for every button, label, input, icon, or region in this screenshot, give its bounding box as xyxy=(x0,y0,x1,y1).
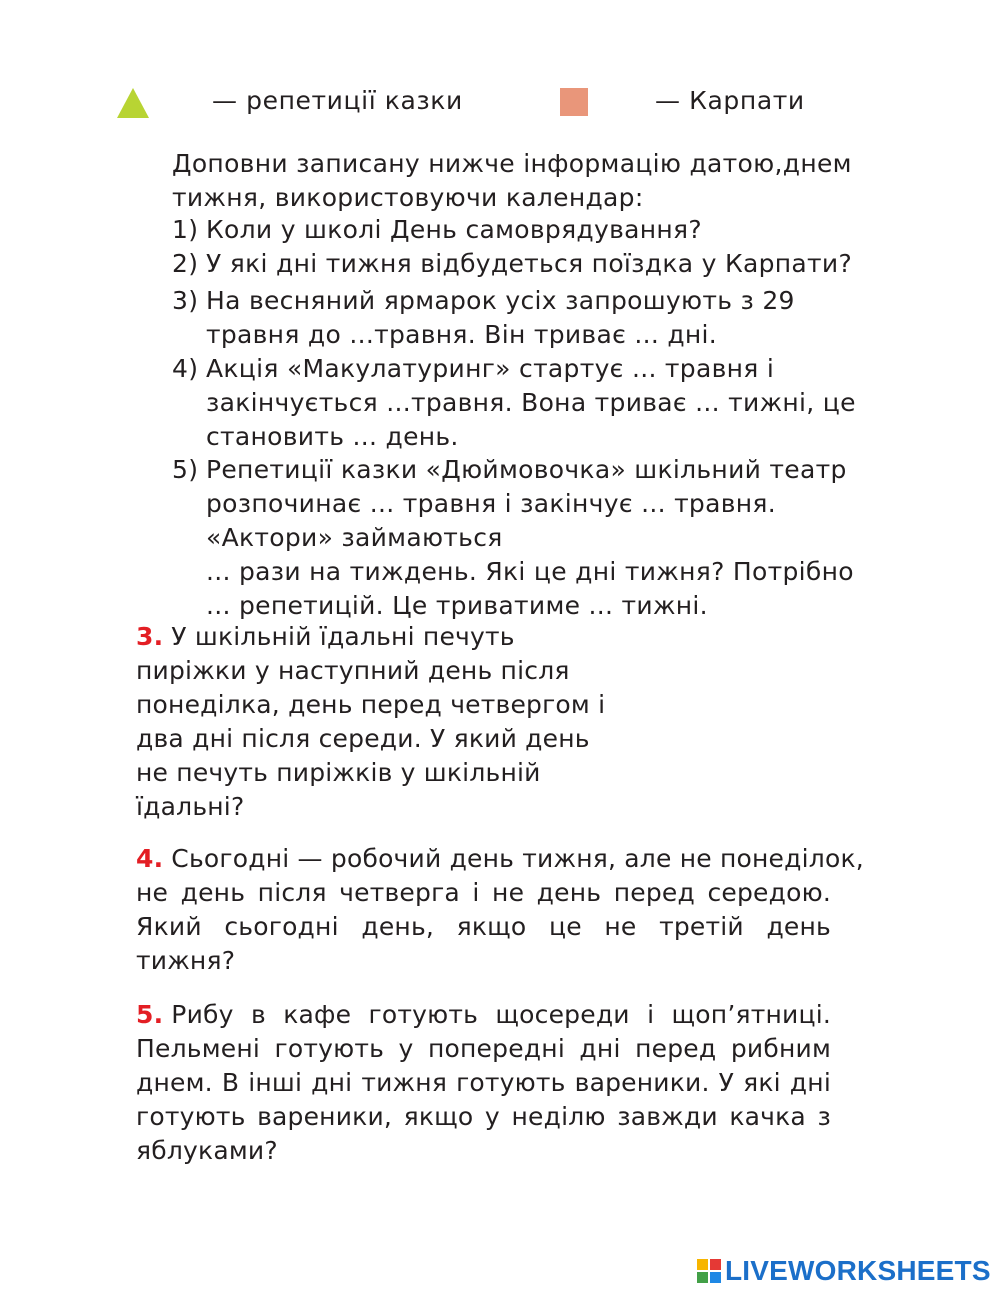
task-number: 3. xyxy=(136,622,164,651)
task-3 xyxy=(136,620,606,824)
logo-square xyxy=(710,1272,721,1283)
task-line: понеділка, день перед четвергом і xyxy=(136,690,606,719)
task-number: 4. xyxy=(136,844,164,873)
logo-square xyxy=(697,1259,708,1270)
question-number: 3) xyxy=(172,286,199,315)
legend xyxy=(0,84,1000,124)
task-line: готують вареники, якщо у неділю завжди качка з xyxy=(136,1102,831,1131)
question-line: «Актори» займаються xyxy=(206,523,503,552)
liveworksheets-logo-icon xyxy=(697,1259,721,1283)
brand-text: LIVEWORKSHEETS xyxy=(725,1255,991,1286)
question-line: На весняний ярмарок усіх запрошують з 29 xyxy=(206,286,795,315)
question-line: ... репетицій. Це триватиме ... тижні. xyxy=(206,591,708,620)
task-line: У шкільній їдальні печуть xyxy=(171,622,515,651)
task-line: Пельмені готують у попередні дні перед рибним xyxy=(136,1034,831,1063)
task-line: пиріжки у наступний день після xyxy=(136,656,570,685)
question-4 xyxy=(172,352,856,454)
task-4 xyxy=(136,842,864,978)
question-number: 1) xyxy=(172,215,199,244)
question-number: 2) xyxy=(172,249,199,278)
question-number: 4) xyxy=(172,354,199,383)
question-line: Репетиції казки «Дюймовочка» шкільний театр xyxy=(206,455,847,484)
question-line: становить ... день. xyxy=(206,422,459,451)
task-number: 5. xyxy=(136,1000,164,1029)
logo-square xyxy=(710,1259,721,1270)
task-line: два дні після середи. У який день xyxy=(136,724,590,753)
task-line: Рибу в кафе готують щосереди і щоп’ятниці. xyxy=(171,1000,831,1029)
liveworksheets-brand xyxy=(697,1256,991,1286)
legend-carpathians-label: — Карпати xyxy=(655,86,805,115)
task-line: не день після четверга і не день перед середою. xyxy=(136,878,831,907)
task-5 xyxy=(136,998,831,1168)
question-line: Акція «Макулатуринг» стартує ... травня і xyxy=(206,354,775,383)
task-line: днем. В інші дні тижня готують вареники. У які дні xyxy=(136,1068,831,1097)
intro-line: Доповни записану нижче інформацію датою,днем xyxy=(172,149,852,178)
task-line: Сьогодні — робочий день тижня, але не понеділок, xyxy=(171,844,864,873)
question-line: закінчується ...травня. Вона триває ... тижні, це xyxy=(206,388,856,417)
square-icon xyxy=(560,88,588,116)
task-line: тижня? xyxy=(136,946,236,975)
question-2 xyxy=(172,247,852,281)
question-line: травня до ...травня. Він триває ... дні. xyxy=(206,320,718,349)
task-line: не печуть пиріжків у шкільній xyxy=(136,758,541,787)
task-line: Який сьогодні день, якщо це не третій день xyxy=(136,912,831,941)
triangle-icon xyxy=(117,88,149,118)
question-3 xyxy=(172,284,795,352)
question-1 xyxy=(172,213,702,247)
intro-line: тижня, використовуючи календар: xyxy=(172,183,644,212)
question-line: Коли у школі День самоврядування? xyxy=(206,215,702,244)
question-number: 5) xyxy=(172,455,199,484)
intro-text xyxy=(172,147,852,215)
task-line: їдальні? xyxy=(136,792,245,821)
logo-square xyxy=(697,1272,708,1283)
question-line: У які дні тижня відбудеться поїздка у Карпати? xyxy=(206,249,853,278)
task-line: яблуками? xyxy=(136,1136,278,1165)
question-line: розпочинає ... травня і закінчує ... травня. xyxy=(206,489,776,518)
legend-rehearsals-label: — репетиції казки xyxy=(212,86,463,115)
question-line: ... рази на тиждень. Які це дні тижня? Потрібно xyxy=(206,557,854,586)
question-5 xyxy=(172,453,854,623)
